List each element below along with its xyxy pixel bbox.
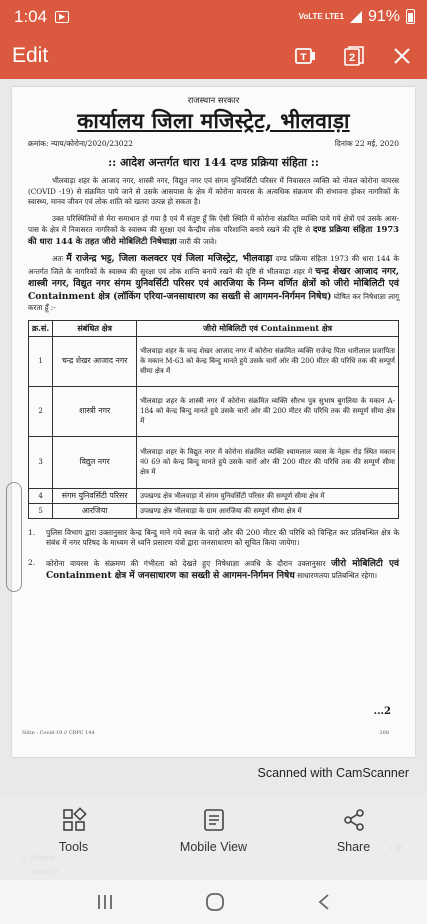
point-1 (28, 528, 399, 549)
reference-number: क्रमांक: न्याय/कोरोना/2020/23022 (28, 139, 134, 148)
table-cell-area: संगम युनिवर्सिटी परिसर (53, 488, 137, 503)
point-1-text: पुलिस विभाग द्वारा उक्तानुसार केन्द्र बिन्दु माने गये स्थल के चारो और की 200 मीटर की परिधि को चिन्हित कर प्रतिबन्धित क्षेत्र के संबंध में नगर परिषद के माध्यम से ध्वनि प्रसारण यंत्रों द्वारा जनसाधारण को सूचित किया जायेगा। (46, 527, 399, 547)
back-icon[interactable] (315, 892, 333, 912)
table-header: क्र.सं. (29, 320, 53, 336)
ocr-icon (295, 46, 317, 66)
edit-button[interactable]: Edit (12, 44, 49, 67)
table-cell-area: विद्युत नगर (53, 436, 137, 488)
order-date: दिनांक 22 मई, 2020 (334, 139, 399, 148)
point-2-bold: जीरो मोबिलिटी एवं Containment क्षेत्र में जनसाधारण का सख्ती से आगमन-निर्गमन निषेध (46, 558, 399, 581)
footer-page-number: 208 (379, 730, 389, 736)
mobile-view-button[interactable] (174, 807, 254, 880)
paragraph-2-text: उक्त परिस्थितियों से मेरा समाधान हो गया है एवं मैं संतुष्ट हूँ कि ऐसी स्थिति में कोरोना संक्रमित व्यक्ति पाये गये क्षेत्रों एवं उसके आस-पास के क्षेत्र में निवासरत नागरिकों के स्वास्थ्य की सुरक्षा एवं केन्द्रीय लोक परिशान्ति बनाये रखने की दृष्टि से (28, 213, 399, 234)
table-row (29, 503, 399, 518)
paragraph-3-lead: मैं राजेन्द्र भट्ट, जिला कलक्टर एवं जिला मजिस्ट्रेट, भीलवाड़ा (66, 253, 273, 264)
point-2-end: साधारणतया प्रतिबन्धित रहेगा। (297, 570, 378, 580)
bottom-toolbar (0, 795, 427, 880)
table-cell-area: आरजिया (53, 503, 137, 518)
table-row (29, 336, 399, 386)
footer-file-path: Nitin : Covid-19 // CRPC 144 (22, 730, 95, 736)
ocr-button[interactable] (293, 43, 319, 69)
reference-row (28, 139, 399, 149)
containment-table (28, 320, 399, 519)
table-cell-num: 4 (29, 488, 53, 503)
point-2-number: 2. (28, 557, 36, 567)
app-bar (0, 33, 427, 79)
tools-icon (61, 807, 87, 833)
network-indicator: VoLTE LTE1 (298, 11, 344, 21)
table-cell-num: 1 (29, 336, 53, 386)
document-viewer[interactable] (0, 79, 427, 795)
table-cell-desc: उपखण्ड क्षेत्र भीलवाड़ा के ग्राम आरजिया की सम्पूर्ण सीमा क्षेत्र में (137, 503, 399, 518)
paragraph-2-end: जारी की जावे। (179, 236, 217, 246)
document-page (12, 87, 415, 757)
close-icon (393, 47, 411, 65)
paragraph-3 (28, 253, 399, 314)
page-counter: 2 (348, 52, 356, 64)
tools-label: Tools (58, 840, 89, 854)
table-row (29, 488, 399, 503)
mobile-view-label: Mobile View (179, 840, 248, 854)
table-cell-area: चन्द्र शेखर आजाद नगर (53, 336, 137, 386)
order-title: :: आदेश अन्तर्गत धारा 144 दण्ड प्रक्रिया संहिता :: (108, 156, 319, 169)
paragraph-3-mid: दण्ड प्रक्रिया संहिता 1973 की धारा 144 के अन्तर्गत जिले के नागरिकों के स्वास्थ्य की सुरक्षा एवं लोक शान्ति बनाये रखने की दृष्टि से भीलवाड़ा शहर में (28, 254, 399, 276)
battery-percent: 91% (367, 7, 400, 25)
page-continuation: ...2 (373, 706, 391, 717)
scanned-watermark: Scanned with CamScanner (257, 766, 409, 780)
page-counter-button[interactable] (341, 43, 367, 69)
paragraph-1: भीलवाड़ा शहर के आजाद नगर, शास्त्री नगर, विद्युत नगर एवं संगम युनिवर्सिटी परिसर में निवासरत व्यक्ति को नोवल कोरोना वायरस (COVID -19) से संक्रमित पाये जाने से उसके आसपास के क्षेत्र में कोरोना वायरस के अत्यधिक संक्रमण की संभावना होकर नागरिकों के स्वास्थ्य, मानव जीवन एवं लोक शांति को खतरा उत्पन्न हो सकता है। (28, 176, 399, 206)
close-button[interactable] (389, 43, 415, 69)
tools-button[interactable] (34, 807, 114, 880)
table-cell-area: शास्त्री नगर (53, 386, 137, 436)
point-2 (28, 558, 399, 582)
table-header: जीरो मोबिलिटी एवं Containment क्षेत्र (137, 320, 399, 336)
table-cell-num: 2 (29, 386, 53, 436)
share-label: Share (336, 840, 371, 854)
battery-icon (406, 9, 415, 24)
system-nav-bar (0, 880, 427, 924)
svg-text:T: T (300, 53, 307, 63)
signal-icon (350, 11, 362, 23)
mobile-view-icon (201, 807, 227, 833)
table-cell-desc: उपखण्ड क्षेत्र भीलवाड़ा में संगम युनिवर्सिटी परिसर की सम्पूर्ण सीमा क्षेत्र में (137, 488, 399, 503)
point-1-number: 1. (28, 527, 36, 537)
paragraph-3-bold: चन्द्र शेखर आजाद नगर, शास्त्री नगर, विद्युत नगर संगम युनिवर्सिटी परिसर एवं आरजिया के निम्न वर्णित क्षेत्रों को जीरो मोबिलिटी एवं Containment क्षेत्र (लॉकिंग एरिया-जनसाधारण का सख्ती से आगमन-निर्गमन निषेध) (28, 265, 399, 302)
paragraph-3-start: अतः (52, 254, 64, 263)
table-cell-num: 3 (29, 436, 53, 488)
office-title: कार्यालय जिला मजिस्ट्रेट, भीलवाड़ा (77, 108, 350, 133)
recent-apps-icon[interactable] (95, 893, 115, 911)
table-cell-num: 5 (29, 503, 53, 518)
table-header-row (29, 320, 399, 336)
point-2-text: कोरोना वायरस के संक्रमण की गंभीरता को देखते हुए निषेधाज्ञा अवधि के दौरान उक्तानुसार (46, 558, 326, 568)
status-time: 1:04 (14, 6, 48, 26)
table-row (29, 386, 399, 436)
paragraph-2-bold: दण्ड प्रक्रिया संहिता 1973 की धारा 144 के तहत जीरो मोबिलिटी निषेधाज्ञा (28, 224, 400, 246)
status-right (299, 8, 415, 26)
table-header: संबंधित क्षेत्र (53, 320, 137, 336)
table-cell-desc: भीलवाड़ा शहर के शास्त्री नगर में कोरोना संक्रमित व्यक्ति सौरभ पुत्र सुभाष बुगलिया के मकान A-184 को केन्द्र बिन्दु मानते हुये उसके चारों ओर की 200 मीटर की परिधि तक की सम्पूर्ण सीमा क्षेत्र में (137, 386, 399, 436)
table-row (29, 436, 399, 488)
office-seal (6, 482, 22, 592)
table-cell-desc: भीलवाड़ा शहर के विद्युत नगर में कोरोना संक्रमित व्यक्ति श्यामलाल व्यास के नेहरू रोड स्थित मकान नं0 69 को केन्द्र बिन्दु मानते हुये उसके चारों ओर की 200 मीटर की परिधि तक की सम्पूर्ण सीमा क्षेत्र में (137, 436, 399, 488)
paragraph-2 (28, 214, 399, 248)
app-bar-actions (293, 43, 415, 69)
government-header: राजस्थान सरकार (187, 96, 240, 106)
share-button[interactable] (314, 807, 394, 880)
paragraph-3-end: घोषित कर निषेधाज्ञा लागू करता हूँ :- (28, 291, 399, 312)
status-bar (0, 0, 427, 33)
point-2-body (46, 558, 399, 582)
home-icon[interactable] (204, 891, 226, 913)
notification-icon: ▶ (55, 11, 69, 23)
table-cell-desc: भीलवाड़ा शहर के चन्द्र शेखर आजाद नगर में कोरोना संक्रमित व्यक्ति राजेन्द्र पिता धारीलाल प्रजापिता के मकान M-63 को केन्द्र बिन्दु मानते हुये उसके चारों ओर की 200 मीटर की परिधि तक की सम्पूर्ण सीमा क्षेत्र में (137, 336, 399, 386)
share-icon (341, 807, 367, 833)
